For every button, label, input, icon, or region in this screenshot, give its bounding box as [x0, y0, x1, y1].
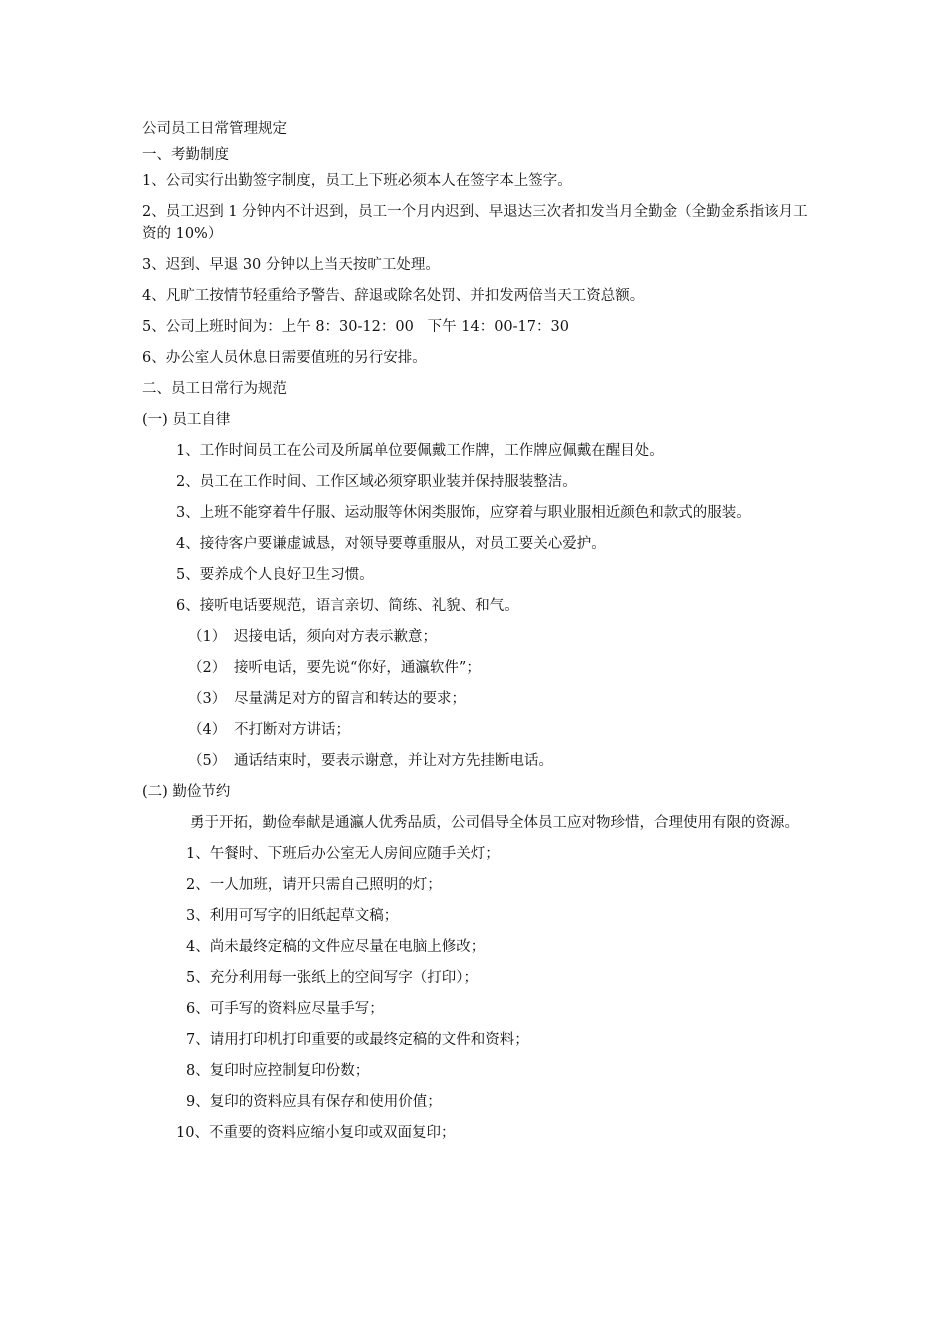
phone-rule-number: （1）: [188, 629, 227, 645]
subsection-heading-self-discipline: (一) 员工自律: [142, 412, 231, 428]
self-discipline-item: 3、上班不能穿着牛仔服、运动服等休闲类服饰，应穿着与职业服相近颜色和款式的服装。: [176, 505, 751, 521]
phone-rule-number: （2）: [188, 660, 227, 676]
phone-rule-text: 迟接电话，须向对方表示歉意；: [234, 629, 437, 645]
thrift-item: 2、一人加班，请开只需自己照明的灯；: [186, 877, 442, 893]
attendance-item: 1、公司实行出勤签字制度，员工上下班必须本人在签字本上签字。: [142, 173, 572, 189]
document-title: 公司员工日常管理规定: [142, 121, 287, 137]
thrift-item: 6、可手写的资料应尽量手写；: [186, 1001, 384, 1017]
self-discipline-item: 4、接待客户要谦虚诚恳，对领导要尊重服从，对员工要关心爱护。: [176, 536, 606, 552]
self-discipline-item: 1、工作时间员工在公司及所属单位要佩戴工作牌，工作牌应佩戴在醒目处。: [176, 443, 664, 459]
thrift-item: 5、充分利用每一张纸上的空间写字（打印）；: [186, 970, 478, 986]
thrift-item: 8、复印时应控制复印份数；: [186, 1063, 370, 1079]
attendance-item: 3、迟到、早退 30 分钟以上当天按旷工处理。: [142, 257, 440, 273]
phone-rule-number: （5）: [188, 753, 227, 769]
attendance-item: 4、凡旷工按情节轻重给予警告、辞退或除名处罚、并扣发两倍当天工资总额。: [142, 288, 645, 304]
self-discipline-item: 2、员工在工作时间、工作区域必须穿职业装并保持服装整洁。: [176, 474, 577, 490]
phone-rule-item: [142, 750, 830, 772]
phone-rule-number: （3）: [188, 691, 227, 707]
phone-rule-number: （4）: [188, 722, 227, 738]
phone-rule-item: [142, 688, 830, 710]
thrift-item: 7、请用打印机打印重要的或最终定稿的文件和资料；: [186, 1032, 529, 1048]
attendance-item: 5、公司上班时间为：上午 8：30-12：00 下午 14：00-17：30: [142, 319, 569, 335]
phone-rule-item: [142, 626, 830, 648]
thrift-item: 4、尚未最终定稿的文件应尽量在电脑上修改；: [186, 939, 486, 955]
phone-rule-item: [142, 719, 830, 741]
thrift-item: 1、午餐时、下班后办公室无人房间应随手关灯；: [186, 846, 500, 862]
phone-rule-text: 通话结束时，要表示谢意，并让对方先挂断电话。: [234, 753, 553, 769]
self-discipline-item: 5、要养成个人良好卫生习惯。: [176, 567, 374, 583]
thrift-item: 9、复印的资料应具有保存和使用价值；: [186, 1094, 442, 1110]
thrift-item: 3、利用可写字的旧纸起草文稿；: [186, 908, 399, 924]
phone-rule-text: 接听电话，要先说“你好，通瀛软件”；: [234, 660, 481, 676]
phone-rule-item: [142, 657, 830, 679]
attendance-item: 2、员工迟到 1 分钟内不计迟到，员工一个月内迟到、早退达三次者扣发当月全勤金（全勤金系指该月工资的 10%）: [142, 204, 808, 242]
section-heading-conduct: 二、员工日常行为规范: [142, 381, 287, 397]
phone-rule-text: 尽量满足对方的留言和转达的要求；: [234, 691, 466, 707]
section-heading-attendance: 一、考勤制度: [142, 147, 229, 163]
thrift-intro: 勇于开拓，勤俭奉献是通瀛人优秀品质，公司倡导全体员工应对物珍惜，合理使用有限的资源。: [190, 815, 799, 831]
self-discipline-item: 6、接听电话要规范，语言亲切、简练、礼貌、和气。: [176, 598, 519, 614]
phone-rule-text: 不打断对方讲话；: [234, 722, 350, 738]
subsection-heading-thrift: (二) 勤俭节约: [142, 784, 231, 800]
thrift-item: 10、不重要的资料应缩小复印或双面复印；: [176, 1125, 456, 1141]
attendance-item: 6、办公室人员休息日需要值班的另行安排。: [142, 350, 427, 366]
